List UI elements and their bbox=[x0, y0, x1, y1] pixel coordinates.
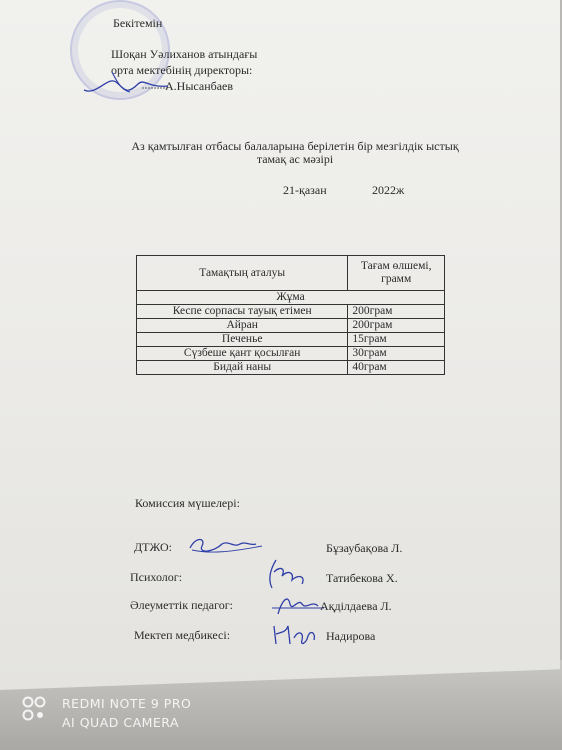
member-role: ДТЖО: bbox=[134, 540, 172, 554]
dish-name: Айран bbox=[137, 319, 348, 333]
document-title: Аз қамтылған отбасы балаларына берілетін бір мезгілдік ыстық тамақ ас мәзірі bbox=[131, 139, 459, 166]
camera-watermark-text bbox=[62, 694, 191, 732]
date-year: 2022ж bbox=[372, 183, 405, 197]
watermark-camera: AI QUAD CAMERA bbox=[62, 715, 180, 730]
member-signature bbox=[268, 618, 324, 650]
date-day: 21-қазан bbox=[283, 183, 327, 197]
dish-name: Кеспе сорпасы тауық етімен bbox=[137, 305, 348, 319]
day-label: Жұма bbox=[137, 291, 445, 305]
approval-heading: Бекітемін bbox=[113, 16, 163, 30]
header-portion-size: Тағам өлшемі, грамм bbox=[348, 256, 445, 291]
member-name: Бұзаубақова Л. bbox=[326, 541, 403, 555]
dish-name: Печенье bbox=[137, 333, 348, 347]
dish-qty: 200грам bbox=[348, 319, 445, 333]
director-signature bbox=[82, 66, 172, 102]
approval-position: орта мектебінің директоры: bbox=[111, 63, 253, 77]
dish-qty: 200грам bbox=[348, 305, 445, 319]
commission-heading: Комиссия мүшелері: bbox=[135, 496, 240, 510]
table-row bbox=[137, 361, 445, 375]
member-role: Психолог: bbox=[130, 570, 183, 584]
dish-qty: 30грам bbox=[348, 347, 445, 361]
table-row bbox=[137, 319, 445, 333]
member-signature bbox=[262, 556, 322, 592]
approval-school: Шоқан Уәлиханов атындағы bbox=[111, 47, 258, 61]
dish-name: Сүзбеше қант қосылған bbox=[137, 347, 348, 361]
camera-watermark-icon bbox=[22, 696, 50, 724]
table-row bbox=[137, 333, 445, 347]
member-signature bbox=[186, 532, 266, 558]
table-header-row bbox=[137, 256, 445, 291]
table-day-row bbox=[137, 291, 445, 305]
header-dish-name: Тамақтың аталуы bbox=[137, 256, 348, 291]
approval-director-name: А.Нысанбаев bbox=[165, 79, 234, 93]
member-name: Ақділдаева Л. bbox=[320, 599, 392, 613]
member-signature bbox=[268, 590, 328, 620]
dish-qty: 15грам bbox=[348, 333, 445, 347]
dish-name: Бидай наны bbox=[137, 361, 348, 375]
member-role: Мектеп медбикесі: bbox=[134, 628, 231, 642]
dish-qty: 40грам bbox=[348, 361, 445, 375]
table-row bbox=[137, 305, 445, 319]
table-row bbox=[137, 347, 445, 361]
menu-table bbox=[136, 255, 445, 375]
watermark-model: REDMI NOTE 9 PRO bbox=[62, 696, 192, 711]
member-name: Татибекова Х. bbox=[326, 571, 398, 585]
member-role: Әлеуметтік педагог: bbox=[130, 598, 233, 612]
member-name: Надирова bbox=[326, 629, 376, 643]
